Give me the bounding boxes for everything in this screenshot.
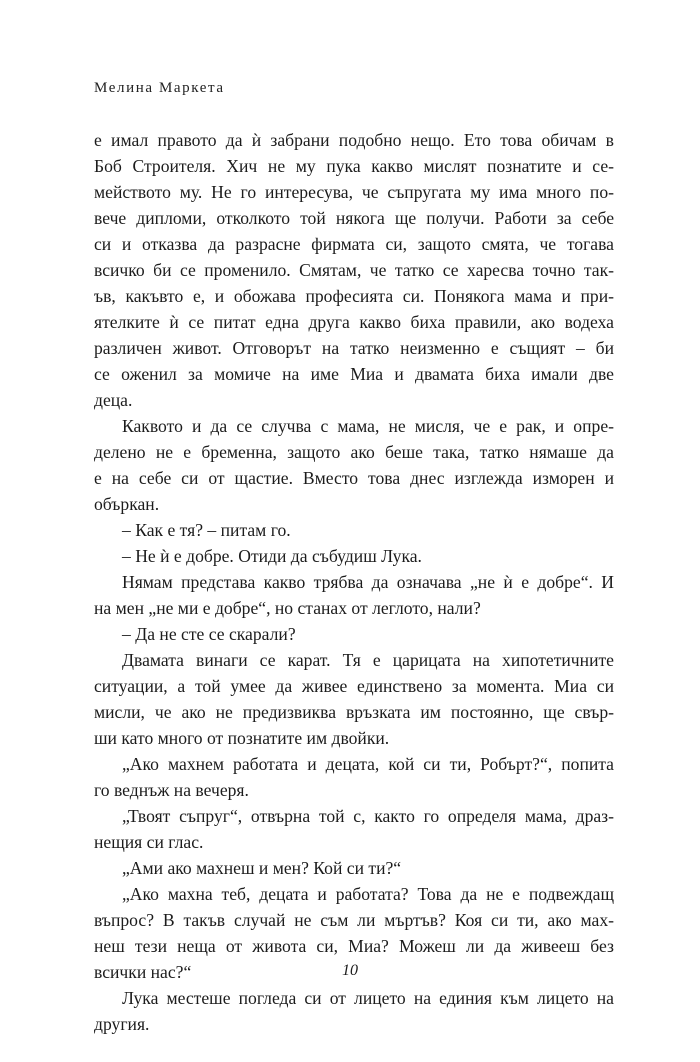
text-line: деца. bbox=[94, 390, 133, 410]
text-line: Боб Строителя. Хич не му пука какво мислят познатите и се- bbox=[94, 156, 614, 176]
text-line: нещия си глас. bbox=[94, 832, 204, 852]
text-line: – Да не сте се скарали? bbox=[122, 624, 296, 644]
text-line: – Не ѝ е добре. Отиди да събудиш Лука. bbox=[122, 546, 422, 566]
page-number: 10 bbox=[342, 962, 358, 979]
body-text bbox=[94, 127, 614, 1037]
text-line: въпрос? В такъв случай не съм ли мъртъв? Коя си ти, ако мах- bbox=[94, 910, 614, 930]
text-line: Нямам представа какво трябва да означава „не ѝ е добре“. И bbox=[122, 572, 614, 592]
text-line: Лука местеше погледа си от лицето на единия към лицето на bbox=[122, 988, 614, 1008]
text-line: различен живот. Отговорът на татко неизменно е същият – би bbox=[94, 338, 614, 358]
text-line: е имал правото да ѝ забрани подобно нещо. Ето това обичам в bbox=[94, 130, 614, 150]
text-line: на мен „не ми е добре“, но станах от леглото, нали? bbox=[94, 598, 481, 618]
text-line: си и отказва да разрасне фирмата си, защото смята, че тогава bbox=[94, 234, 614, 254]
text-line: ятелките ѝ се питат една друга какво биха правили, ако водеха bbox=[94, 312, 614, 332]
text-line: „Ако махна теб, децата и работата? Това да не е подвеждащ bbox=[122, 884, 614, 904]
text-line: объркан. bbox=[94, 494, 160, 514]
text-line: Двамата винаги се карат. Тя е царицата на хипотетичните bbox=[122, 650, 614, 670]
text-line: „Твоят съпруг“, отвърна той с, както го определя мама, драз- bbox=[122, 806, 614, 826]
text-line: Каквото и да се случва с мама, не мисля, че е рак, и опре- bbox=[122, 416, 614, 436]
text-line: мейството му. Не го интересува, че съпругата му има много по- bbox=[94, 182, 614, 202]
running-head: Мелина Маркета bbox=[94, 80, 225, 96]
text-line: „Ако махнем работата и децата, кой си ти, Робърт?“, попита bbox=[122, 754, 614, 774]
text-line: всички нас?“ bbox=[94, 962, 192, 982]
text-line: го веднъж на вечеря. bbox=[94, 780, 249, 800]
text-line: всичко би се променило. Смятам, че татко се харесва точно так- bbox=[94, 260, 614, 280]
text-line: вече дипломи, отколкото той някога ще получи. Работи за себе bbox=[94, 208, 614, 228]
text-line: неш тези неща от живота си, Миа? Можеш ли да живееш без bbox=[94, 936, 614, 956]
text-line: другия. bbox=[94, 1014, 150, 1034]
text-line: делено не е бременна, защото ако беше така, татко нямаше да bbox=[94, 442, 614, 462]
text-line: ъв, какъвто е, и обожава професията си. Понякога мама и при- bbox=[94, 286, 614, 306]
text-line: „Ами ако махнеш и мен? Кой си ти?“ bbox=[122, 858, 402, 878]
text-line: ситуации, а той умее да живее единствено за момента. Миа си bbox=[94, 676, 614, 696]
text-line: ши като много от познатите им двойки. bbox=[94, 728, 390, 748]
text-line: мисли, че ако не предизвиква връзката им постоянно, ще свър- bbox=[94, 702, 614, 722]
text-line: се оженил за момиче на име Миа и двамата биха имали две bbox=[94, 364, 614, 384]
text-line: е на себе си от щастие. Вместо това днес изглежда изморен и bbox=[94, 468, 614, 488]
text-line: – Как е тя? – питам го. bbox=[122, 520, 291, 540]
